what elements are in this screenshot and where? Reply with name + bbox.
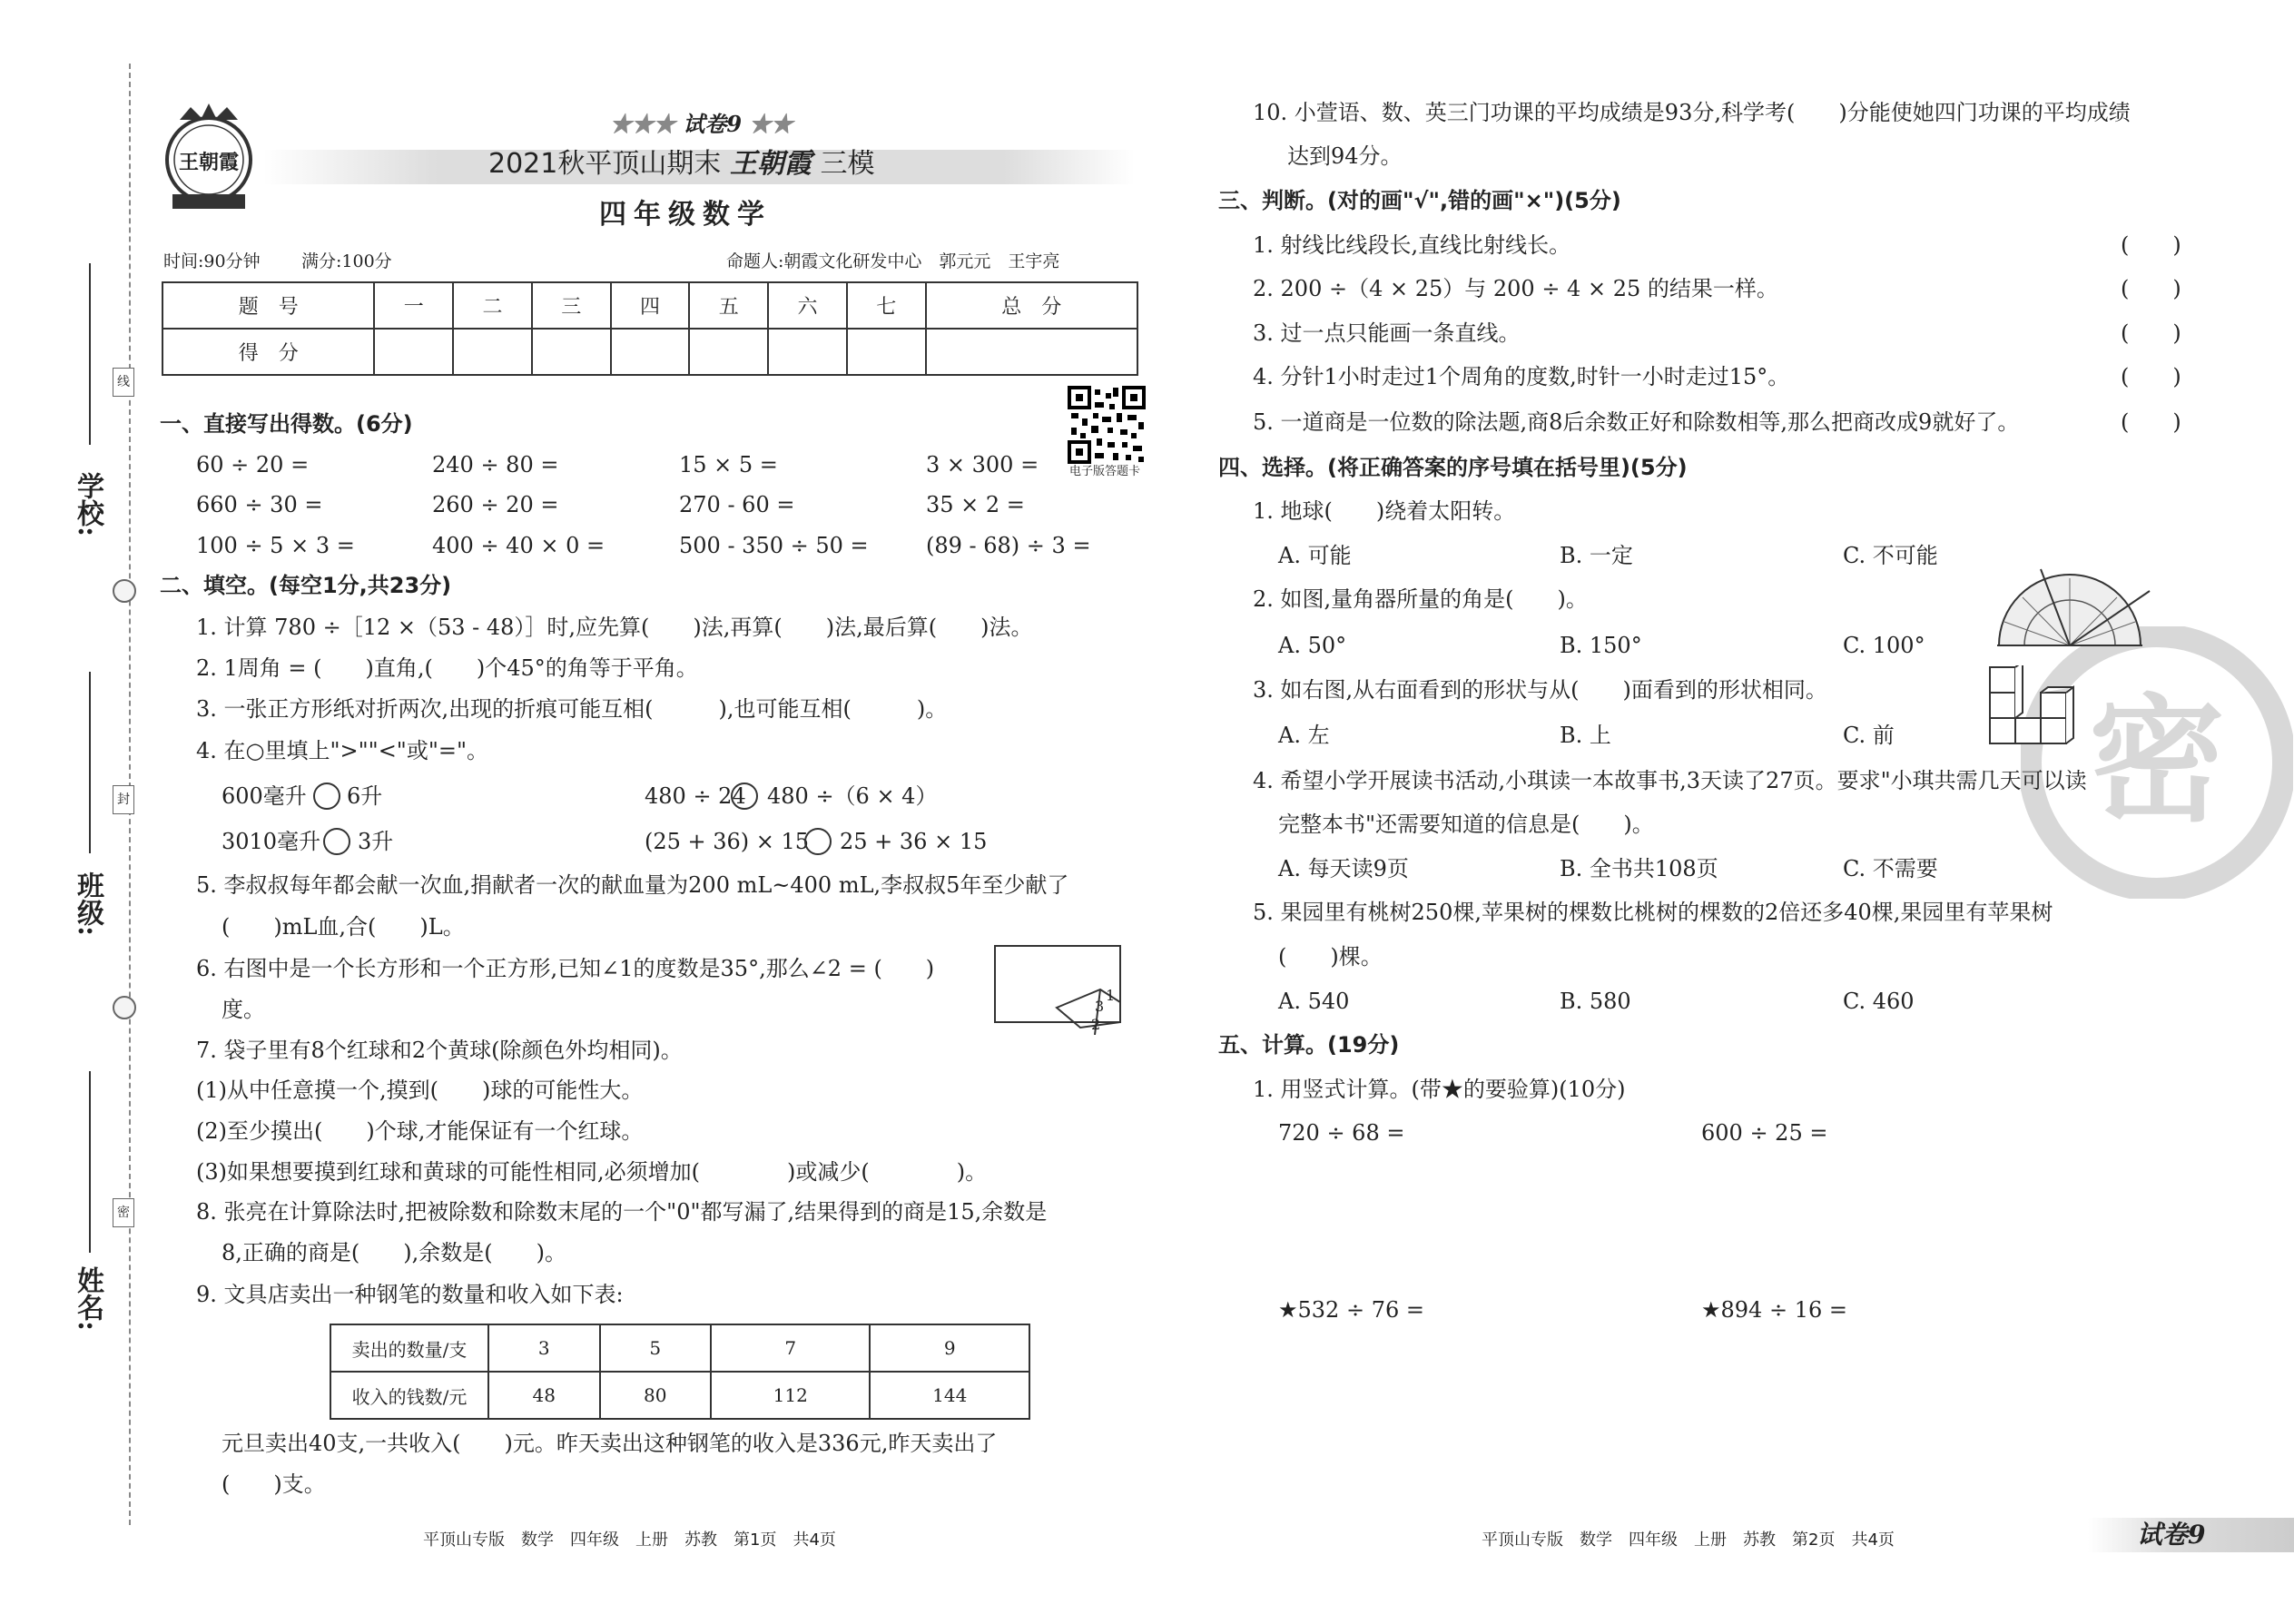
vertical-calc-item: 600 ÷ 25 = — [1701, 1120, 1828, 1146]
question-text: (1)从中任意摸一个,摸到( )球的可能性大。 — [196, 1078, 644, 1103]
judge-item: 2. 200 ÷（4 × 25）与 200 ÷ 4 × 25 的结果一样。 — [1253, 276, 1778, 301]
table-header: 收入的钱数/元 — [330, 1372, 488, 1419]
option-c[interactable]: C. 460 — [1843, 989, 1915, 1014]
answer-bracket[interactable]: ( ) — [2121, 409, 2181, 435]
binding-hole — [113, 579, 136, 603]
title-text: 2021秋平顶山期末 — [488, 148, 722, 180]
calc-item: 400 ÷ 40 × 0 = — [432, 533, 605, 558]
answer-bracket[interactable]: ( ) — [2121, 320, 2181, 346]
seal-line-mark: 线 — [113, 368, 134, 397]
calc-item: 35 × 2 = — [926, 492, 1025, 517]
question-text: 8,正确的商是( ),余数是( )。 — [222, 1240, 566, 1265]
compare-circle[interactable] — [313, 782, 340, 810]
exam-title — [488, 148, 875, 180]
compare-circle[interactable] — [323, 828, 350, 855]
question-text: 4. 希望小学开展读书活动,小琪读一本故事书,3天读了27页。要求"小琪共需几天可以读 — [1253, 768, 2087, 793]
footer-tag: 试卷9 — [2137, 1520, 2206, 1550]
calc-item: 3 × 300 = — [926, 452, 1039, 477]
logo-text: 王朝霞 — [178, 151, 239, 174]
compare-left: 480 ÷ 24 — [645, 783, 746, 809]
score-cell[interactable] — [532, 329, 611, 375]
score-cell[interactable] — [453, 329, 532, 375]
school-line — [89, 263, 91, 445]
question-text: 5. 李叔叔每年都会献一次血,捐献者一次的献血量为200 mL~400 mL,李叔叔5年至少献了 — [196, 872, 1069, 898]
exam-time: 时间:90分钟 — [163, 251, 261, 271]
question-text: 6. 右图中是一个长方形和一个正方形,已知∠1的度数是35°,那么∠2 = ( ) — [196, 956, 935, 981]
question-text: 达到94分。 — [1287, 143, 1403, 169]
compare-circle[interactable] — [804, 828, 832, 855]
subject-title: 四年级数学 — [599, 199, 772, 231]
question-text: 完整本书"还需要知道的信息是( )。 — [1278, 812, 1654, 837]
question-text: ( )棵。 — [1278, 944, 1383, 969]
vertical-calc-item: 720 ÷ 68 = — [1278, 1120, 1405, 1146]
qr-code[interactable] — [1068, 386, 1146, 464]
cube-stack-figure — [1988, 665, 2079, 747]
vertical-calc-item: ★894 ÷ 16 = — [1701, 1297, 1847, 1323]
class-label: 班级: — [72, 871, 103, 937]
judge-item: 4. 分针1小时走过1个周角的度数,时针一小时走过15°。 — [1253, 364, 1790, 389]
seal-seal-mark: 封 — [113, 785, 134, 814]
exam-authors: 命题人:朝霞文化研发中心 郭元元 王宇亮 — [726, 251, 1060, 271]
calc-item: 500 - 350 ÷ 50 = — [679, 533, 869, 558]
option-b[interactable]: B. 全书共108页 — [1560, 856, 1718, 881]
question-text: 2. 如图,量角器所量的角是( )。 — [1253, 586, 1588, 612]
angle-label: 2 — [1091, 1016, 1101, 1033]
section-4-title: 四、选择。(将正确答案的序号填在括号里)(5分) — [1218, 455, 1688, 480]
score-cell[interactable] — [847, 329, 926, 375]
option-a[interactable]: A. 左 — [1278, 723, 1330, 748]
judge-item: 3. 过一点只能画一条直线。 — [1253, 320, 1521, 346]
question-text: 2. 1周角 = ( )直角,( )个45°的角等于平角。 — [196, 655, 698, 681]
question-text: (2)至少摸出( )个球,才能保证有一个红球。 — [196, 1118, 644, 1144]
question-text: 1. 计算 780 ÷［12 ×（53 - 48）］时,应先算( )法,再算( )法,最后算( )法。 — [196, 615, 1033, 640]
angle-label: 1 — [1106, 987, 1116, 1004]
table-header: 卖出的数量/支 — [330, 1324, 488, 1372]
table-cell: 5 — [600, 1324, 712, 1372]
question-text: 4. 在○里填上">""<"或"="。 — [196, 738, 489, 763]
calc-item: 15 × 5 = — [679, 452, 778, 477]
score-table — [162, 281, 1138, 376]
calc-item: 270 - 60 = — [679, 492, 795, 517]
option-c[interactable]: C. 前 — [1843, 723, 1895, 748]
footer-right: 平顶山专版 数学 四年级 上册 苏教 第2页 共4页 — [1482, 1530, 1895, 1550]
question-text: 10. 小萱语、数、英三门功课的平均成绩是93分,科学考( )分能使她四门功课的平均成绩 — [1253, 100, 2131, 125]
class-line — [89, 672, 91, 853]
compare-circle[interactable] — [731, 782, 758, 810]
section-2-title: 二、填空。(每空1分,共23分) — [160, 573, 452, 598]
table-cell: 3 — [488, 1324, 600, 1372]
seal-secret-mark: 密 — [113, 1198, 134, 1227]
score-cell[interactable] — [611, 329, 690, 375]
judge-item: 1. 射线比线段长,直线比射线长。 — [1253, 232, 1571, 258]
question-text: 8. 张亮在计算除法时,把被除数和除数末尾的一个"0"都写漏了,结果得到的商是15,余数是 — [196, 1199, 1048, 1225]
star-icon: ★★ — [749, 111, 793, 137]
option-c[interactable]: C. 不可能 — [1843, 543, 1938, 568]
question-text: 7. 袋子里有8个红球和2个黄球(除颜色外均相同)。 — [196, 1038, 683, 1063]
option-c[interactable]: C. 100° — [1843, 633, 1925, 658]
table-cell: 四 — [611, 282, 690, 329]
answer-bracket[interactable]: ( ) — [2121, 364, 2181, 389]
compare-right: 25 + 36 × 15 — [840, 829, 988, 854]
qr-caption: 电子版答题卡 — [1069, 465, 1141, 478]
table-cell: 六 — [768, 282, 847, 329]
compare-right: 480 ÷（6 × 4） — [767, 783, 938, 809]
table-cell: 得 分 — [162, 329, 374, 375]
question-text: 元旦卖出40支,一共收入( )元。昨天卖出这种钢笔的收入是336元,昨天卖出了 — [222, 1431, 998, 1456]
table-row — [330, 1372, 1029, 1419]
table-cell: 五 — [689, 282, 768, 329]
score-cell[interactable] — [768, 329, 847, 375]
calc-item: 100 ÷ 5 × 3 = — [196, 533, 355, 558]
table-row — [330, 1324, 1029, 1372]
compare-left: 600毫升 — [222, 783, 307, 809]
table-row — [162, 282, 1137, 329]
question-text: 1. 用竖式计算。(带★的要验算)(10分) — [1253, 1077, 1626, 1102]
table-cell: 7 — [711, 1324, 870, 1372]
question-text: 1. 地球( )绕着太阳转。 — [1253, 498, 1516, 524]
compare-right: 3升 — [358, 829, 394, 854]
table-cell: 一 — [374, 282, 453, 329]
calc-item: (89 - 68) ÷ 3 = — [926, 533, 1091, 558]
table-cell: 48 — [488, 1372, 600, 1419]
option-a[interactable]: A. 每天读9页 — [1278, 856, 1409, 881]
calc-item: 60 ÷ 20 = — [196, 452, 310, 477]
option-c[interactable]: C. 不需要 — [1843, 856, 1938, 881]
star-icon: ★★★ — [610, 111, 675, 137]
rectangle-square-figure — [993, 944, 1129, 1035]
protractor-figure — [1988, 567, 2151, 651]
question-text: 度。 — [222, 997, 265, 1022]
binding-hole — [113, 996, 136, 1019]
question-text: 5. 果园里有桃树250棵,苹果树的棵数比桃树的棵数的2倍还多40棵,果园里有苹果树 — [1253, 900, 2053, 925]
series-label — [610, 111, 793, 138]
table-cell: 112 — [711, 1372, 870, 1419]
table-cell: 二 — [453, 282, 532, 329]
question-text: 3. 如右图,从右面看到的形状与从( )面看到的形状相同。 — [1253, 677, 1827, 703]
title-tail: 三模 — [820, 148, 875, 180]
table-cell: 80 — [600, 1372, 712, 1419]
compare-left: (25 + 36) × 15 — [645, 829, 810, 854]
answer-bracket[interactable]: ( ) — [2121, 232, 2181, 258]
table-cell: 三 — [532, 282, 611, 329]
judge-item: 5. 一道商是一位数的除法题,商8后余数正好和除数相等,那么把商改成9就好了。 — [1253, 409, 2020, 435]
name-label: 姓名: — [72, 1266, 103, 1332]
option-a[interactable]: A. 可能 — [1278, 543, 1352, 568]
option-b[interactable]: B. 上 — [1560, 723, 1611, 748]
calc-item: 660 ÷ 30 = — [196, 492, 323, 517]
exam-full-score: 满分:100分 — [301, 251, 392, 271]
table-cell: 总 分 — [926, 282, 1137, 329]
name-line — [89, 1071, 91, 1253]
compare-left: 3010毫升 — [222, 829, 321, 854]
option-b[interactable]: B. 一定 — [1560, 543, 1633, 568]
option-a[interactable]: A. 540 — [1278, 989, 1350, 1014]
school-label: 学校: — [72, 472, 103, 537]
table-cell: 144 — [870, 1372, 1029, 1419]
option-b[interactable]: B. 580 — [1560, 989, 1631, 1014]
table-cell: 七 — [847, 282, 926, 329]
score-cell[interactable] — [374, 329, 453, 375]
table-cell: 9 — [870, 1324, 1029, 1372]
table-cell: 题 号 — [162, 282, 374, 329]
question-text: ( )mL血,合( )L。 — [222, 914, 465, 940]
score-cell[interactable] — [926, 329, 1137, 375]
brand-logo — [160, 100, 258, 216]
section-5-title: 五、计算。(19分) — [1218, 1032, 1400, 1058]
question-text: 3. 一张正方形纸对折两次,出现的折痕可能互相( ),也可能互相( )。 — [196, 696, 948, 722]
question-text: (3)如果想要摸到红球和黄球的可能性相同,必须增加( )或减少( )。 — [196, 1159, 988, 1185]
score-cell[interactable] — [689, 329, 768, 375]
calc-item: 260 ÷ 20 = — [432, 492, 559, 517]
option-a[interactable]: A. 50° — [1278, 633, 1347, 658]
question-text: 9. 文具店卖出一种钢笔的数量和收入如下表: — [196, 1282, 624, 1307]
section-1-title: 一、直接写出得数。(6分) — [160, 411, 413, 437]
section-3-title: 三、判断。(对的画"√",错的画"×")(5分) — [1218, 188, 1621, 213]
question-text: ( )支。 — [222, 1471, 326, 1497]
option-b[interactable]: B. 150° — [1560, 633, 1642, 658]
svg-text:密: 密 — [2088, 683, 2226, 841]
compare-right: 6升 — [347, 783, 383, 809]
calc-item: 240 ÷ 80 = — [432, 452, 559, 477]
title-brand: 王朝霞 — [729, 148, 812, 180]
vertical-calc-item: ★532 ÷ 76 = — [1278, 1297, 1424, 1323]
answer-bracket[interactable]: ( ) — [2121, 276, 2181, 301]
pen-sales-table — [330, 1324, 1030, 1420]
angle-label: 3 — [1095, 998, 1105, 1015]
table-row — [162, 329, 1137, 375]
series-text: 试卷9 — [683, 111, 743, 137]
footer-left: 平顶山专版 数学 四年级 上册 苏教 第1页 共4页 — [423, 1530, 836, 1550]
